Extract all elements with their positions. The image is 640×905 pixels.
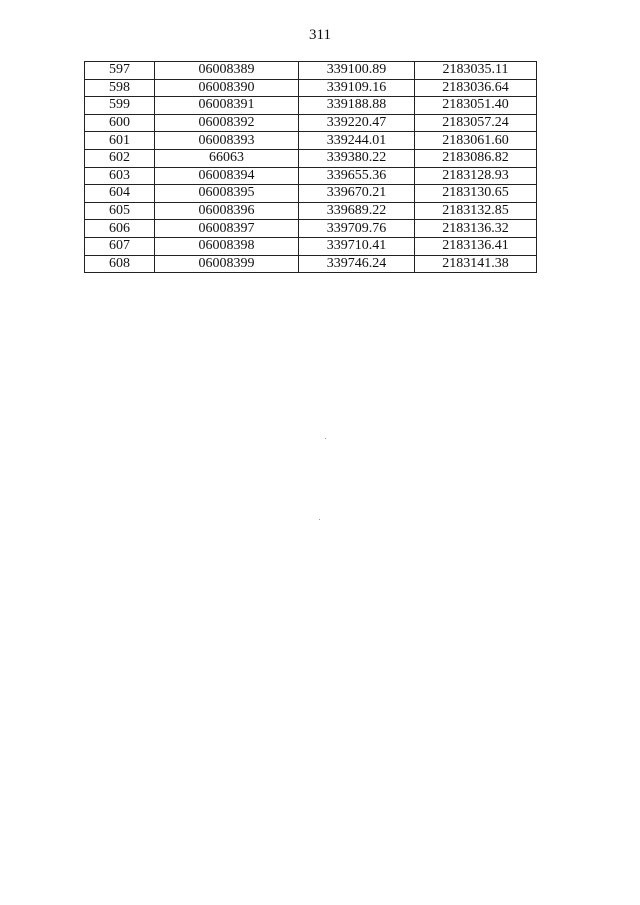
x-coordinate-cell: 339100.89 (299, 62, 415, 80)
y-coordinate-cell: 2183035.11 (415, 62, 537, 80)
row-number-cell: 598 (85, 79, 155, 97)
row-number-cell: 608 (85, 255, 155, 273)
row-number-cell: 599 (85, 97, 155, 115)
x-coordinate-cell: 339188.88 (299, 97, 415, 115)
table-row (85, 237, 537, 255)
point-id-cell: 06008397 (155, 220, 299, 238)
table-row (85, 167, 537, 185)
table-row (85, 132, 537, 150)
row-number-cell: 600 (85, 114, 155, 132)
x-coordinate-cell: 339380.22 (299, 149, 415, 167)
table-row (85, 114, 537, 132)
row-number-cell: 605 (85, 202, 155, 220)
table-row (85, 185, 537, 203)
y-coordinate-cell: 2183136.32 (415, 220, 537, 238)
row-number-cell: 597 (85, 62, 155, 80)
row-number-cell: 607 (85, 237, 155, 255)
table-row (85, 202, 537, 220)
y-coordinate-cell: 2183086.82 (415, 149, 537, 167)
scan-speck (319, 519, 320, 520)
y-coordinate-cell: 2183051.40 (415, 97, 537, 115)
table-row (85, 97, 537, 115)
x-coordinate-cell: 339709.76 (299, 220, 415, 238)
row-number-cell: 602 (85, 149, 155, 167)
table-row (85, 79, 537, 97)
x-coordinate-cell: 339220.47 (299, 114, 415, 132)
row-number-cell: 603 (85, 167, 155, 185)
x-coordinate-cell: 339746.24 (299, 255, 415, 273)
point-id-cell: 06008390 (155, 79, 299, 97)
row-number-cell: 604 (85, 185, 155, 203)
x-coordinate-cell: 339689.22 (299, 202, 415, 220)
point-id-cell: 06008395 (155, 185, 299, 203)
point-id-cell: 06008391 (155, 97, 299, 115)
coordinates-table (84, 61, 537, 273)
y-coordinate-cell: 2183057.24 (415, 114, 537, 132)
point-id-cell: 06008398 (155, 237, 299, 255)
table-row (85, 62, 537, 80)
point-id-cell: 06008399 (155, 255, 299, 273)
row-number-cell: 601 (85, 132, 155, 150)
point-id-cell: 06008396 (155, 202, 299, 220)
y-coordinate-cell: 2183141.38 (415, 255, 537, 273)
table-row (85, 255, 537, 273)
point-id-cell: 06008389 (155, 62, 299, 80)
x-coordinate-cell: 339710.41 (299, 237, 415, 255)
row-number-cell: 606 (85, 220, 155, 238)
y-coordinate-cell: 2183128.93 (415, 167, 537, 185)
y-coordinate-cell: 2183061.60 (415, 132, 537, 150)
x-coordinate-cell: 339670.21 (299, 185, 415, 203)
x-coordinate-cell: 339655.36 (299, 167, 415, 185)
y-coordinate-cell: 2183036.64 (415, 79, 537, 97)
page-number: 311 (309, 27, 331, 43)
y-coordinate-cell: 2183132.85 (415, 202, 537, 220)
y-coordinate-cell: 2183136.41 (415, 237, 537, 255)
x-coordinate-cell: 339244.01 (299, 132, 415, 150)
table-row (85, 220, 537, 238)
point-id-cell: 06008393 (155, 132, 299, 150)
scan-speck (325, 438, 326, 439)
y-coordinate-cell: 2183130.65 (415, 185, 537, 203)
table-row (85, 149, 537, 167)
point-id-cell: 66063 (155, 149, 299, 167)
point-id-cell: 06008392 (155, 114, 299, 132)
x-coordinate-cell: 339109.16 (299, 79, 415, 97)
point-id-cell: 06008394 (155, 167, 299, 185)
